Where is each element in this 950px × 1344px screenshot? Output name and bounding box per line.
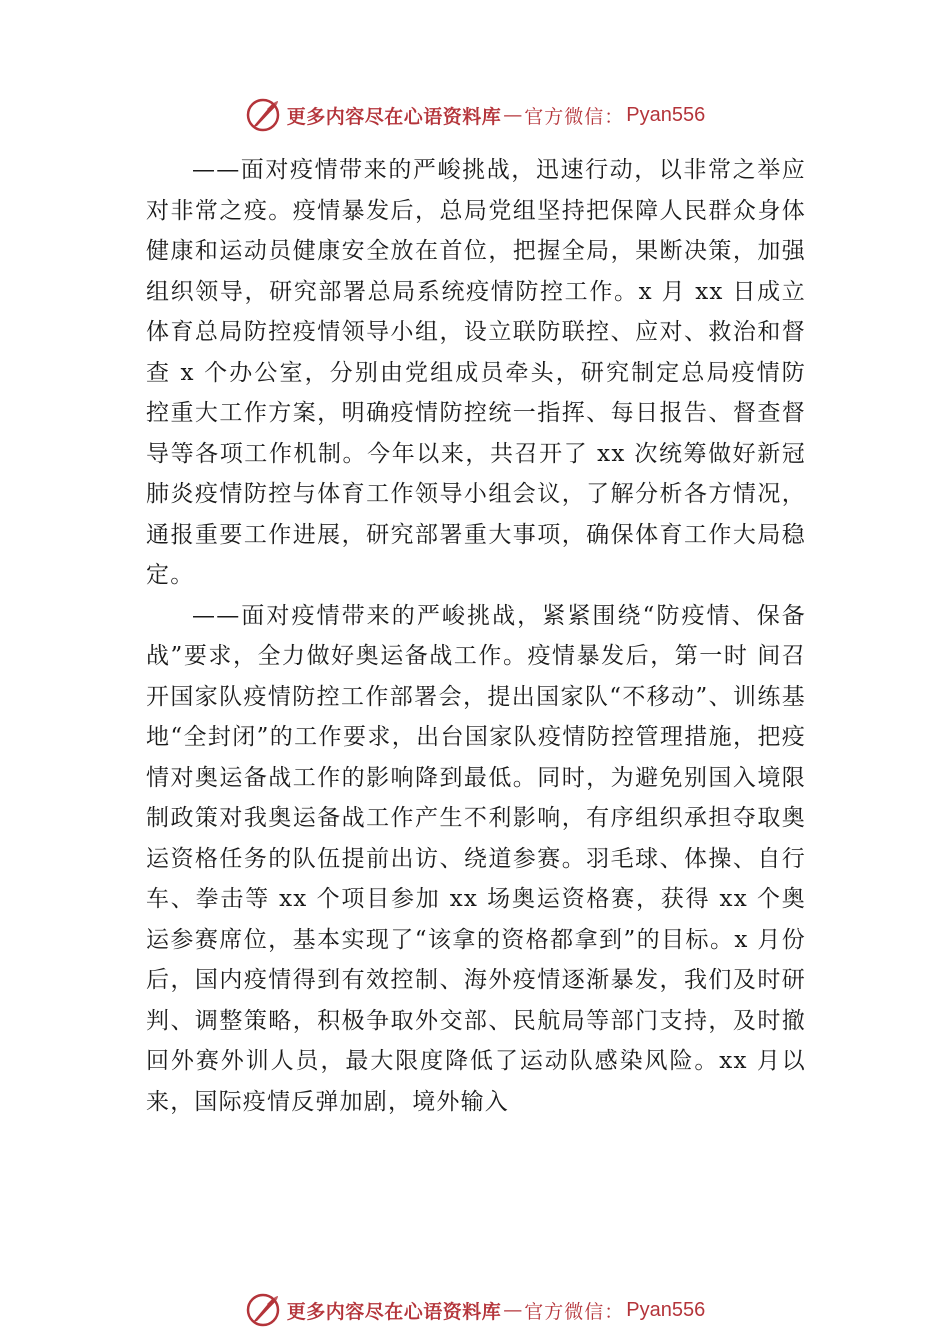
header-banner [0, 95, 950, 135]
banner-dash: — [503, 104, 523, 126]
footer-banner [0, 1290, 950, 1330]
quill-pen-logo-icon [245, 97, 281, 133]
banner-lead-text: 更多内容尽在心语资料库 [286, 105, 502, 128]
quill-pen-logo-icon [245, 1292, 281, 1328]
banner-wechat-id: Pyan556 [626, 1298, 706, 1321]
document-body [146, 150, 806, 1122]
banner-dash: — [503, 1299, 523, 1321]
banner-wechat-label: 官方微信： [524, 105, 625, 128]
paragraph-2: ——面对疫情带来的严峻挑战，紧紧围绕“防疫情、保备战”要求，全力做好奥运备战工作。疫情暴发后，第一时 间召开国家队疫情防控工作部署会，提出国家队“不移动”、训练基地“全封闭”的工作要求，出台国家队疫情防控管理措施，把疫情对奥运备战工作的影响降到最低。同时，为避免别国入境限制政策对我奥运备战工作产生不利影响，有序组织承担夺取奥运资格任务的队伍提前出访、绕道参赛。羽毛球、体操、自行车、拳击等 xx 个项目参加 xx 场奥运资格赛，获得 xx 个奥运参赛席位，基本实现了“该拿的资格都拿到”的目标。x 月份后，国内疫情得到有效控制、海外疫情逐渐暴发，我们及时研判、调整策略，积极争取外交部、民航局等部门支持，及时撤回外赛外训人员，最大限度降低了运动队感染风险。xx 月以来，国际疫情反弹加剧，境外输入 [146, 602, 806, 1115]
banner-lead-text: 更多内容尽在心语资料库 [286, 1300, 502, 1323]
paragraph-1: ——面对疫情带来的严峻挑战，迅速行动，以非常之举应对非常之疫。疫情暴发后，总局党组坚持把保障人民群众身体健康和运动员健康安全放在首位，把握全局，果断决策，加强组织领导，研究部署总局系统疫情防控工作。x 月 xx 日成立体育总局防控疫情领导小组，设立联防联控、应对、救治和督查 x 个办公室，分别由党组成员牵头，研究制定总局疫情防控重大工作方案，明确疫情防控统一指挥、每日报告、督查督导等各项工作机制。今年以来，共召开了 xx 次统筹做好新冠肺炎疫情防控与体育工作领导小组会议，了解分析各方情况，通报重要工作进展，研究部署重大事项，确保体育工作大局稳定。 [146, 157, 806, 588]
banner-wechat-label: 官方微信： [524, 1300, 625, 1323]
banner-wechat-id: Pyan556 [626, 103, 706, 126]
